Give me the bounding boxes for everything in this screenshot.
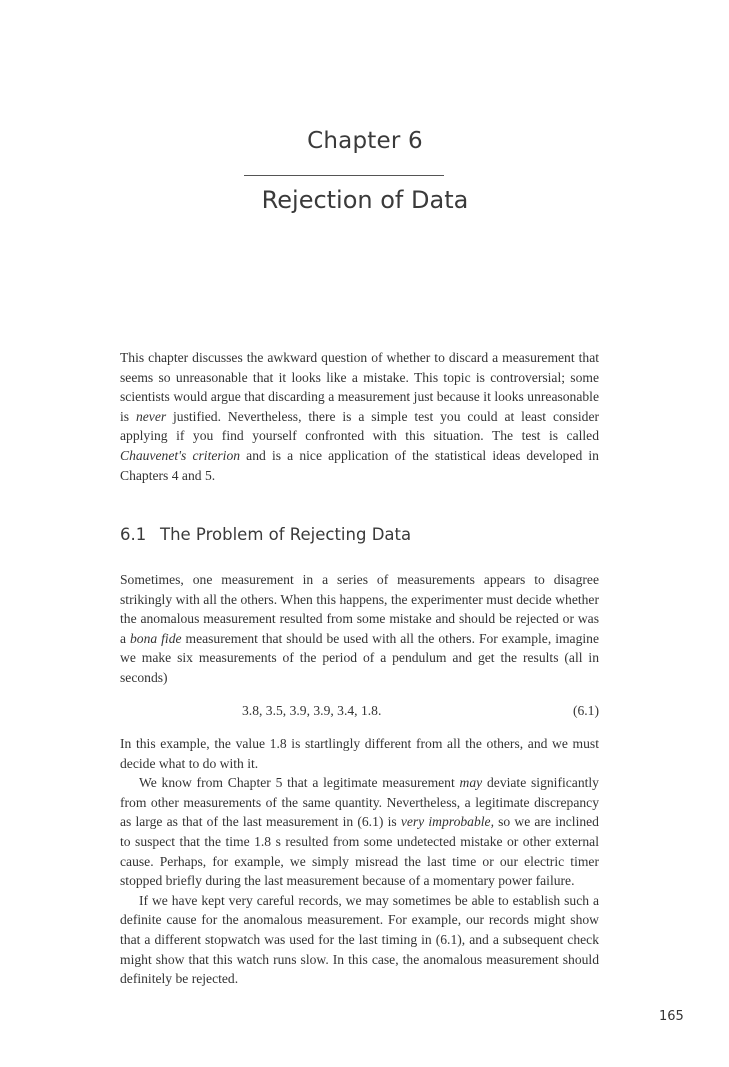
para-a-text-2: measurement that should be used with all the others. For example, imagine we make six measurements of the period of a pendulum and get the results (all in seconds) <box>120 630 599 685</box>
para-a-text-1: Sometimes, one measurement in a series of measurements appears to disagree strikingly with all the others. When this happens, the experimenter must decide whether the anomalous measurement resulted from some mistake and should be rejected or was a <box>120 572 599 646</box>
para-c-text-2: deviate significantly from other measurements of the same quantity. Nevertheless, a legitimate discrepancy as large as that of the last measurement in (6.1) is <box>120 775 599 830</box>
para-c-text-1: We know from Chapter 5 that a legitimate measurement <box>139 775 460 791</box>
para-c-emphasis-improbable: very improbable, <box>400 814 494 830</box>
section-number: 6.1 <box>120 525 147 544</box>
intro-emphasis-never: never <box>135 408 167 424</box>
chapter-title: Rejection of Data <box>261 186 469 214</box>
para-c-text-3: so we are inclined to suspect that the time 1.8 s resulted from some undetected mistake or other external cause. Perhaps, for example, we simply misread the last time or our electric timer stopped briefly during the last measurement because of a momentary power failure. <box>120 814 599 889</box>
chapter-divider <box>244 175 444 176</box>
intro-text-3: and is a nice application of the statistical ideas developed in Chapters 4 and 5. <box>120 447 599 483</box>
body-paragraph-4: If we have kept very careful records, we may sometimes be able to establish such a definite cause for the anomalous measurement. For example, our records might show that a different stopwatch was used for the last timing in (6.1), and a subsequent check might show that this watch runs slow. In this case, the anomalous measurement should definitely be rejected. <box>120 892 599 987</box>
para-a-emphasis-bona-fide: bona fide <box>130 630 182 646</box>
intro-emphasis-criterion: Chauvenet's criterion <box>120 447 241 463</box>
page-number: 165 <box>659 1009 684 1024</box>
para-c-emphasis-may: may <box>459 775 483 791</box>
intro-text-1: This chapter discusses the awkward question of whether to discard a measurement that seems so unreasonable that it looks like a mistake. This topic is controversial; some scientists would argue that discarding a measurement just because it looks unreasonable is <box>120 350 599 424</box>
body-paragraph-2: In this example, the value 1.8 is startlingly different from all the others, and we must decide what to do with it. <box>120 736 599 771</box>
equation-values: 3.8, 3.5, 3.9, 3.9, 3.4, 1.8. <box>242 703 382 718</box>
body-paragraph-1 <box>120 570 599 688</box>
body-paragraphs-continued <box>120 734 599 989</box>
intro-text-2: justified. Nevertheless, there is a simple test you could at least consider applying if you find yourself confronted with this situation. The test is called <box>120 408 600 444</box>
equation-number: (6.1) <box>572 703 599 718</box>
equation-6-1 <box>120 703 599 723</box>
body-paragraph-3 <box>120 773 599 891</box>
chapter-label: Chapter 6 <box>307 128 423 154</box>
intro-paragraph <box>120 348 599 485</box>
section-heading <box>120 525 411 544</box>
section-title: The Problem of Rejecting Data <box>160 525 412 544</box>
